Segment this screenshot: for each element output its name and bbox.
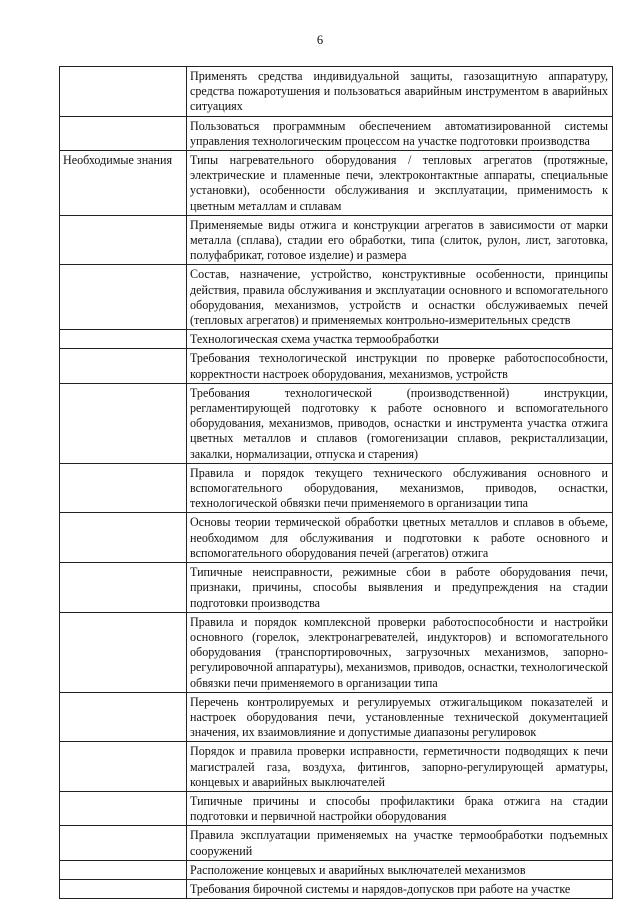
row-label [60, 383, 187, 463]
row-label [60, 879, 187, 898]
row-text: Типы нагревательного оборудования / тепловых агрегатов (протяжные, электрические и пламенные печи, электроконтактные аппараты, специальные установки), особенности обслуживания и эксплуатации, применимость к цветным металлам и сплавам [187, 151, 613, 216]
table-row [60, 215, 613, 265]
table-row [60, 463, 613, 513]
row-text: Требования технологической (производственной) инструкции, регламентирующей подготовку к работе основного и вспомогательного оборудования, механизмов, приводов, оснастки и инструмента участка отжига цветных металлов и сплавов (гомогенизации сплавов, рекристаллизации, закалки, нормализации, отпуска и старения) [187, 383, 613, 463]
row-label [60, 330, 187, 349]
table-row [60, 151, 613, 216]
row-label [60, 513, 187, 563]
table-row [60, 742, 613, 792]
row-label [60, 826, 187, 860]
table-row [60, 67, 613, 117]
row-text: Пользоваться программным обеспечением автоматизированной системы управления технологическим процессом на участке подготовки производства [187, 116, 613, 150]
row-text: Применять средства индивидуальной защиты, газозащитную аппаратуру, средства пожаротушения и пользоваться аварийным инструментом в аварийных ситуациях [187, 67, 613, 117]
table-row [60, 860, 613, 879]
table-row [60, 349, 613, 383]
row-text: Требования бирочной системы и нарядов-допусков при работе на участке [187, 879, 613, 898]
row-text: Правила и порядок комплексной проверки работоспособности и настройки основного (горелок, электронагревателей, индукторов) и вспомогательного оборудования (транспортировочных, загрузочных механизмов, запорно-регулировочной аппаратуры), механизмов, приводов, оснастки, технологической обвязки печи применяемого в организации типа [187, 612, 613, 692]
table-row [60, 265, 613, 330]
table-row [60, 791, 613, 825]
table-row [60, 330, 613, 349]
row-label [60, 742, 187, 792]
page-number: 6 [316, 33, 324, 47]
row-text: Правила эксплуатации применяемых на участке термообработки подъемных сооружений [187, 826, 613, 860]
row-label [60, 116, 187, 150]
table-row [60, 116, 613, 150]
table-row [60, 692, 613, 742]
row-label [60, 215, 187, 265]
row-text: Состав, назначение, устройство, конструктивные особенности, принципы действия, правила обслуживания и эксплуатации основного и вспомогательного оборудования, механизмов, устройств и оснастки обслуживаемых печей (тепловых агрегатов) и применяемых контрольно-измерительных средств [187, 265, 613, 330]
row-label [60, 67, 187, 117]
row-text: Требования технологической инструкции по проверке работоспособности, корректности настроек оборудования, механизмов, устройств [187, 349, 613, 383]
table-row [60, 513, 613, 563]
row-label: Необходимые знания [60, 151, 187, 216]
row-label [60, 563, 187, 613]
row-text: Типичные причины и способы профилактики брака отжига на стадии подготовки и первичной настройки оборудования [187, 791, 613, 825]
row-label [60, 612, 187, 692]
row-label [60, 463, 187, 513]
table-row [60, 563, 613, 613]
table-row [60, 383, 613, 463]
row-label [60, 349, 187, 383]
row-text: Типичные неисправности, режимные сбои в работе оборудования печи, признаки, причины, способы выявления и предупреждения на стадии подготовки производства [187, 563, 613, 613]
table-row [60, 879, 613, 898]
row-text: Порядок и правила проверки исправности, герметичности подводящих к печи магистралей газа, воздуха, фитингов, запорно-регулирующей арматуры, концевых и аварийных выключателей [187, 742, 613, 792]
row-label [60, 692, 187, 742]
row-text: Технологическая схема участка термообработки [187, 330, 613, 349]
row-text: Правила и порядок текущего технического обслуживания основного и вспомогательного оборудования, механизмов, приводов, оснастки, технологической обвязки печи применяемого в организации типа [187, 463, 613, 513]
row-label [60, 860, 187, 879]
row-text: Основы теории термической обработки цветных металлов и сплавов в объеме, необходимом для обслуживания и подготовки к работе основного и вспомогательного оборудования печей (агрегатов) отжига [187, 513, 613, 563]
row-text: Перечень контролируемых и регулируемых отжигальщиком показателей и настроек оборудования печи, установленные технической документацией значения, их взаимовлияние и допустимые диапазоны регулировок [187, 692, 613, 742]
row-text: Расположение концевых и аварийных выключателей механизмов [187, 860, 613, 879]
row-label [60, 265, 187, 330]
requirements-table [59, 66, 613, 899]
row-label [60, 791, 187, 825]
table-row [60, 826, 613, 860]
table-row [60, 612, 613, 692]
row-text: Применяемые виды отжига и конструкции агрегатов в зависимости от марки металла (сплава), стадии его обработки, типа (слиток, рулон, лист, заготовка, полуфабрикат, готовое изделие) и размера [187, 215, 613, 265]
